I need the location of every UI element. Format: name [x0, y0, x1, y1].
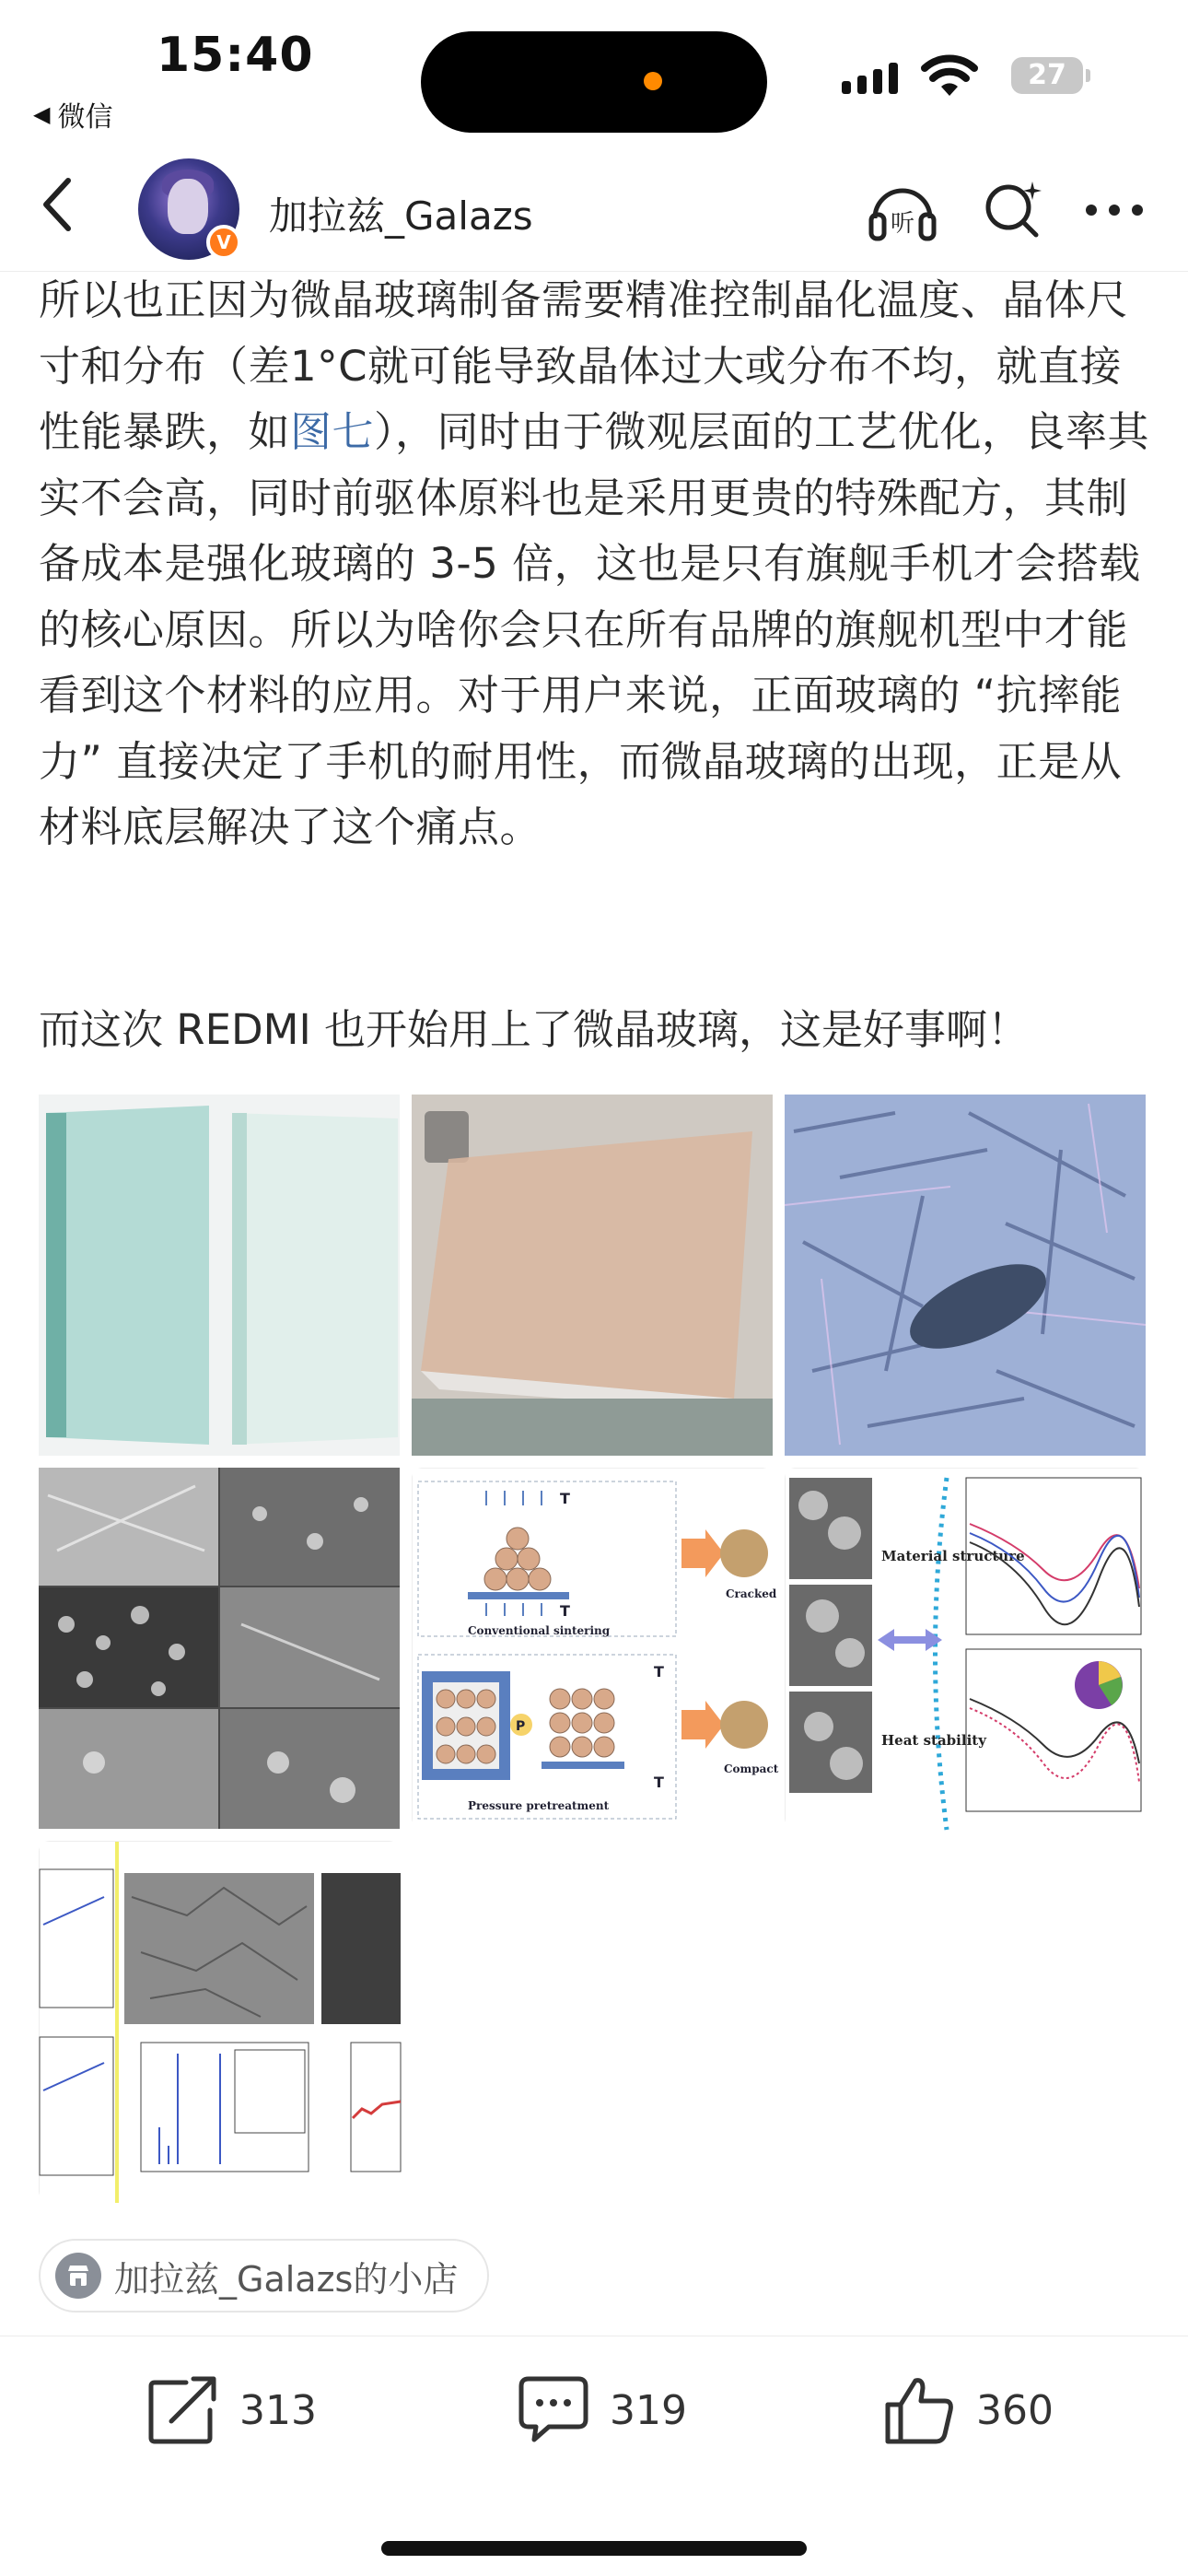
label-heat-stability: Heat stability: [881, 1732, 986, 1749]
battery-indicator: 27: [1011, 57, 1083, 94]
figure-seven-link[interactable]: 图七: [290, 407, 375, 456]
more-dots-icon: [1082, 201, 1147, 219]
search-button[interactable]: [976, 173, 1050, 247]
tinted-glass-plate-photo: [412, 1095, 773, 1456]
post-header: [0, 138, 1188, 272]
post-image-5[interactable]: [412, 1468, 779, 1829]
dynamic-island: [421, 31, 767, 133]
crystal-micrograph: [785, 1095, 1146, 1456]
share-count: 313: [239, 2386, 317, 2434]
shop-link-chip[interactable]: [39, 2239, 489, 2313]
avatar-face: [168, 179, 208, 234]
author-name[interactable]: 加拉兹_Galazs: [269, 193, 533, 239]
back-app-label: 微信: [57, 101, 113, 134]
like-thumb-icon: [884, 2375, 956, 2445]
back-chevron-icon: [39, 175, 76, 234]
material-structure-figure: [786, 1469, 1147, 1830]
label-compact: Compact: [724, 1762, 779, 1775]
post-image-6[interactable]: [785, 1468, 1146, 1829]
label-conventional-sintering: Conventional sintering: [468, 1624, 611, 1637]
cellular-signal-icon: [842, 63, 898, 94]
verified-badge-icon: V: [206, 225, 241, 260]
diagram-label-t-bottom: T: [560, 1602, 570, 1620]
listen-button[interactable]: [866, 173, 939, 247]
post-paragraph-2: 而这次 REDMI 也开始用上了微晶玻璃，这是好事啊！: [39, 1005, 1030, 1054]
share-icon: [147, 2375, 219, 2445]
post-image-4[interactable]: [39, 1468, 400, 1829]
sintering-diagram: [413, 1469, 779, 1830]
label-pressure-pretreatment: Pressure pretreatment: [468, 1799, 610, 1812]
sem-micrograph-grid: [39, 1468, 400, 1829]
comment-icon: [518, 2375, 589, 2445]
comment-count: 319: [610, 2386, 687, 2434]
status-bar: [0, 0, 1188, 138]
diagram-label-t-top: T: [560, 1490, 570, 1507]
comment-button[interactable]: [518, 2375, 687, 2445]
author-avatar[interactable]: [138, 158, 239, 260]
post-action-bar: [0, 2336, 1188, 2483]
label-material-structure: Material structure: [881, 1548, 1025, 1564]
svg-text:听: 听: [890, 210, 915, 238]
glass-panes-illustration: [39, 1095, 400, 1456]
share-button[interactable]: [147, 2375, 317, 2445]
back-button[interactable]: [28, 175, 87, 234]
label-cracked: Cracked: [726, 1587, 777, 1600]
home-indicator[interactable]: [381, 2541, 807, 2556]
post-image-3[interactable]: [785, 1095, 1146, 1456]
post-image-7[interactable]: [39, 1841, 400, 2202]
headphones-listen-icon: [868, 178, 938, 242]
back-triangle-icon: ◀: [33, 101, 51, 127]
diagram-label-t-top-2: T: [654, 1663, 664, 1680]
mic-indicator-icon: [644, 72, 662, 90]
back-to-app-link[interactable]: [33, 94, 112, 135]
more-button[interactable]: [1077, 173, 1151, 247]
like-button[interactable]: [884, 2375, 1054, 2445]
post-text-part-b: ），同时由于微观层面的工艺优化，良率其实不会高，同时前驱体原料也是采用更贵的特殊配方，其制备成本是强化玻璃的 3-5 倍，这也是只有旗舰手机才会搭载的核心原因。所以为啥你会只在所有品牌的旗舰机型中才能看到这个材料的应用。对于用户来说，正面玻璃的 “抗摔能力” 直接决定了手机的耐用性，而微晶玻璃的出现，正是从材料底层解决了这个痛点。: [39, 407, 1150, 851]
shop-icon: [55, 2253, 101, 2299]
status-time: 15:40: [157, 28, 314, 83]
surface-morphology-figure: [40, 1842, 401, 2203]
post-text-part-a: 所以也正因为微晶玻璃制备需要精准控制晶化温度、晶体尺寸和分布（差1°C就可能导致晶体过大或分布不均，就直接性能暴跌，如: [39, 275, 1129, 456]
post-image-1[interactable]: [39, 1095, 400, 1456]
post-image-2[interactable]: [412, 1095, 773, 1456]
post-paragraph-1: [39, 267, 1153, 861]
diagram-label-t-bottom-2: T: [654, 1774, 664, 1791]
wifi-icon: [921, 55, 978, 101]
like-count: 360: [976, 2386, 1054, 2434]
diagram-label-p: P: [516, 1719, 526, 1734]
search-sparkle-icon: [981, 178, 1045, 242]
shop-label: 加拉兹_Galazs的小店: [114, 2258, 459, 2300]
